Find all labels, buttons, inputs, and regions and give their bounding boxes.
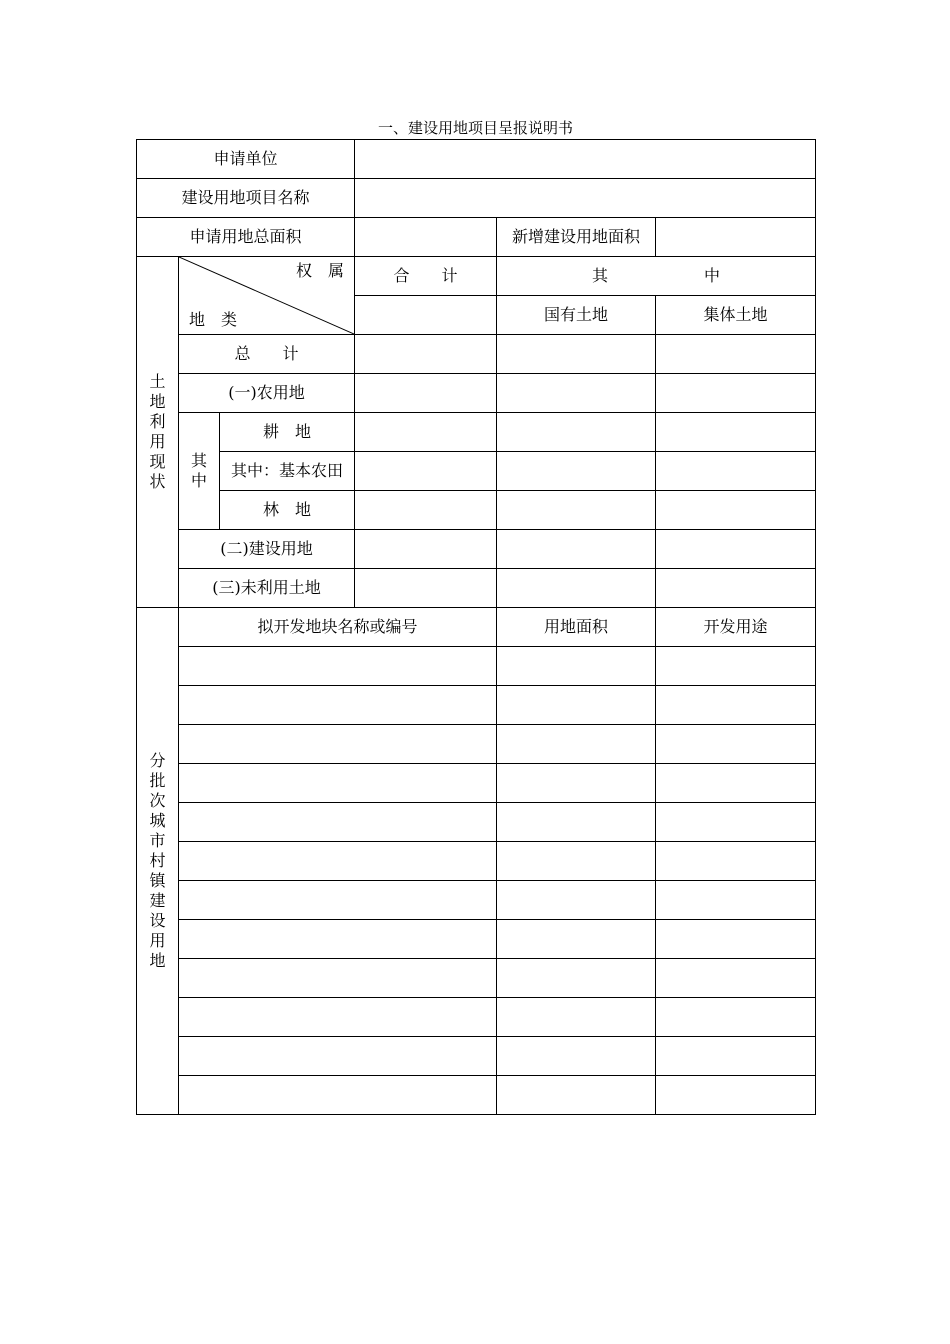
- table-row: [137, 686, 816, 725]
- row-basic-farmland: [137, 452, 816, 491]
- plot-cell[interactable]: [179, 803, 497, 842]
- col-total-subcell: [355, 296, 497, 335]
- grand-total-collective-cell[interactable]: [656, 335, 816, 374]
- use-cell[interactable]: [656, 842, 816, 881]
- row-project-name: [137, 179, 816, 218]
- agricultural-label: (一)农用地: [179, 374, 355, 413]
- plot-cell[interactable]: [179, 686, 497, 725]
- table-row: [137, 842, 816, 881]
- landuse-side-label: 土 地 利 用 现 状: [137, 257, 179, 608]
- area-cell[interactable]: [497, 686, 656, 725]
- col-use-header: 开发用途: [656, 608, 816, 647]
- new-area-label: 新增建设用地面积: [497, 218, 656, 257]
- construction-label: (二)建设用地: [179, 530, 355, 569]
- use-cell[interactable]: [656, 1037, 816, 1076]
- table-row: [137, 647, 816, 686]
- col-area-header: 用地面积: [497, 608, 656, 647]
- forest-sum-cell[interactable]: [355, 491, 497, 530]
- table-row: [137, 881, 816, 920]
- use-cell[interactable]: [656, 686, 816, 725]
- area-cell[interactable]: [497, 647, 656, 686]
- forest-label: 林 地: [220, 491, 355, 530]
- use-cell[interactable]: [656, 647, 816, 686]
- table-row: [137, 920, 816, 959]
- area-cell[interactable]: [497, 764, 656, 803]
- use-cell[interactable]: [656, 1076, 816, 1115]
- farmland-label: 耕 地: [220, 413, 355, 452]
- table-row: [137, 803, 816, 842]
- area-cell[interactable]: [497, 1037, 656, 1076]
- among-side-label: 其 中: [179, 413, 220, 530]
- basic-farmland-collective-cell[interactable]: [656, 452, 816, 491]
- col-collective-land-header: 集体土地: [656, 296, 816, 335]
- area-cell[interactable]: [497, 803, 656, 842]
- grand-total-state-cell[interactable]: [497, 335, 656, 374]
- agricultural-collective-cell[interactable]: [656, 374, 816, 413]
- area-cell[interactable]: [497, 998, 656, 1037]
- basic-farmland-label: 其中：基本农田: [220, 452, 355, 491]
- row-construction: [137, 530, 816, 569]
- use-cell[interactable]: [656, 920, 816, 959]
- table-row: [137, 959, 816, 998]
- use-cell[interactable]: [656, 725, 816, 764]
- applicant-label: 申请单位: [137, 140, 355, 179]
- applicant-value-cell[interactable]: [355, 140, 816, 179]
- grand-total-sum-cell[interactable]: [355, 335, 497, 374]
- use-cell[interactable]: [656, 998, 816, 1037]
- land-type-label: 地 类: [189, 310, 238, 329]
- construction-sum-cell[interactable]: [355, 530, 497, 569]
- col-among-header: 其 中: [497, 257, 816, 296]
- agricultural-sum-cell[interactable]: [355, 374, 497, 413]
- table-row: [137, 1037, 816, 1076]
- forest-state-cell[interactable]: [497, 491, 656, 530]
- plot-cell[interactable]: [179, 725, 497, 764]
- table-row: [137, 1076, 816, 1115]
- application-form-table: [136, 139, 816, 1115]
- farmland-state-cell[interactable]: [497, 413, 656, 452]
- basic-farmland-state-cell[interactable]: [497, 452, 656, 491]
- use-cell[interactable]: [656, 764, 816, 803]
- construction-collective-cell[interactable]: [656, 530, 816, 569]
- farmland-sum-cell[interactable]: [355, 413, 497, 452]
- row-batch-header: [137, 608, 816, 647]
- project-name-label: 建设用地项目名称: [137, 179, 355, 218]
- use-cell[interactable]: [656, 959, 816, 998]
- area-cell[interactable]: [497, 920, 656, 959]
- table-row: [137, 998, 816, 1037]
- table-row: [137, 764, 816, 803]
- col-plot-header: 拟开发地块名称或编号: [179, 608, 497, 647]
- grand-total-label: 总 计: [179, 335, 355, 374]
- unused-sum-cell[interactable]: [355, 569, 497, 608]
- total-area-label: 申请用地总面积: [137, 218, 355, 257]
- row-farmland: [137, 413, 816, 452]
- diagonal-header-cell: [179, 257, 355, 335]
- plot-cell[interactable]: [179, 998, 497, 1037]
- row-landuse-header-1: [137, 257, 816, 296]
- row-forest: [137, 491, 816, 530]
- plot-cell[interactable]: [179, 647, 497, 686]
- table-row: [137, 725, 816, 764]
- plot-cell[interactable]: [179, 920, 497, 959]
- plot-cell[interactable]: [179, 1037, 497, 1076]
- plot-cell[interactable]: [179, 959, 497, 998]
- row-applicant: [137, 140, 816, 179]
- new-area-value-cell[interactable]: [656, 218, 816, 257]
- unused-state-cell[interactable]: [497, 569, 656, 608]
- row-unused: [137, 569, 816, 608]
- plot-cell[interactable]: [179, 881, 497, 920]
- batch-side-label: 分 批 次 城 市 村 镇 建 设 用 地: [137, 608, 179, 1115]
- use-cell[interactable]: [656, 803, 816, 842]
- total-area-value-cell[interactable]: [355, 218, 497, 257]
- agricultural-state-cell[interactable]: [497, 374, 656, 413]
- area-cell[interactable]: [497, 725, 656, 764]
- unused-collective-cell[interactable]: [656, 569, 816, 608]
- project-name-value-cell[interactable]: [355, 179, 816, 218]
- farmland-collective-cell[interactable]: [656, 413, 816, 452]
- area-cell[interactable]: [497, 842, 656, 881]
- plot-cell[interactable]: [179, 764, 497, 803]
- plot-cell[interactable]: [179, 1076, 497, 1115]
- ownership-label: 权 属: [295, 261, 344, 280]
- document-title: 一、建设用地项目呈报说明书: [377, 119, 573, 137]
- col-state-land-header: 国有土地: [497, 296, 656, 335]
- use-cell[interactable]: [656, 881, 816, 920]
- basic-farmland-sum-cell[interactable]: [355, 452, 497, 491]
- row-grand-total: [137, 335, 816, 374]
- area-cell[interactable]: [497, 959, 656, 998]
- forest-collective-cell[interactable]: [656, 491, 816, 530]
- unused-label: (三)未利用土地: [179, 569, 355, 608]
- col-total-header: 合 计: [355, 257, 497, 296]
- plot-cell[interactable]: [179, 842, 497, 881]
- row-area: [137, 218, 816, 257]
- area-cell[interactable]: [497, 881, 656, 920]
- area-cell[interactable]: [497, 1076, 656, 1115]
- row-agricultural: [137, 374, 816, 413]
- construction-state-cell[interactable]: [497, 530, 656, 569]
